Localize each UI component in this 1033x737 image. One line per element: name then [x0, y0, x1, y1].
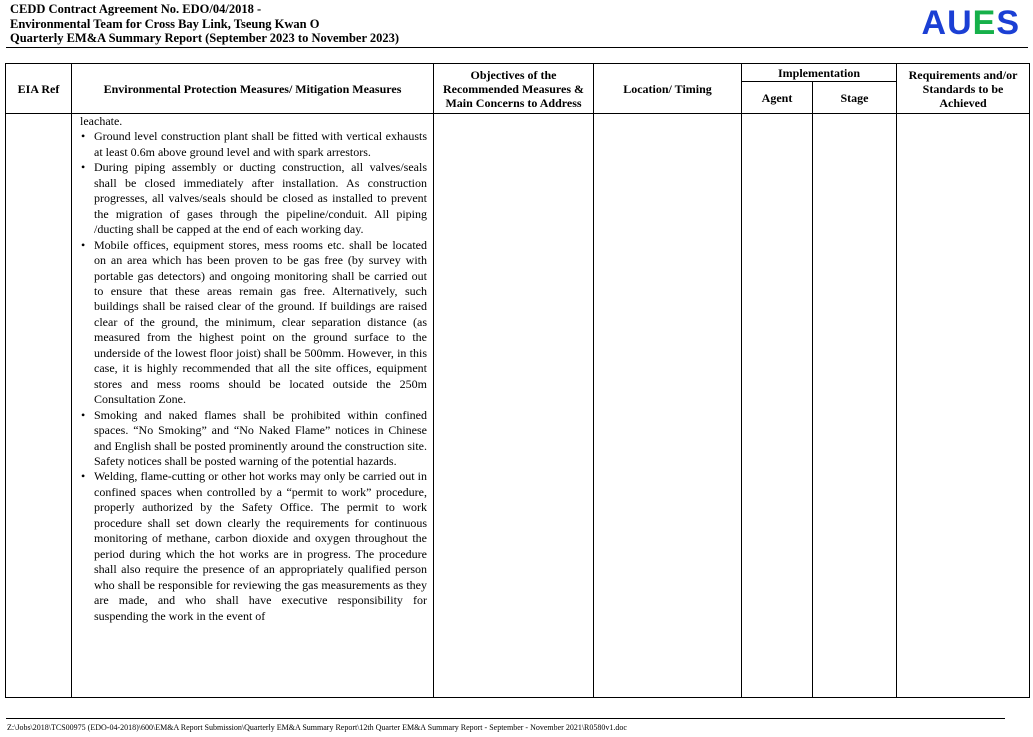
- header-title-block: [10, 2, 399, 46]
- mitigation-measures-table: [5, 63, 1030, 698]
- list-item: • Ground level construction plant shall be fitted with vertical exhausts at least 0.6m above ground level and with spark arrestors.: [94, 129, 427, 160]
- list-item: • Smoking and naked flames shall be prohibited within confined spaces. “No Smoking” and “No Naked Flame” notices in Chinese and English shall be posted prominently around the construction site. Safety notices shall be posted warning of the potential hazards.: [94, 408, 427, 470]
- logo-part-e: E: [972, 4, 997, 42]
- col-header-agent: Agent: [742, 82, 813, 114]
- agent-cell: [742, 114, 813, 698]
- objectives-cell: [434, 114, 594, 698]
- list-item: • Welding, flame-cutting or other hot works may only be carried out in confined spaces when controlled by a “permit to work” procedure, properly authorized by the Safety Office. The permit to work procedure shall set down clearly the requirements for continuous monitoring of methane, carbon dioxide and oxygen throughout the period during which the hot works are in progress. The procedure shall also require the presence of an appropriately qualified person who shall be responsible for reviewing the gas measurements as they are made, and who shall have executive responsibility for suspending the work in the event of: [94, 469, 427, 624]
- report-title-line: Quarterly EM&A Summary Report (September 2023 to November 2023): [10, 31, 400, 45]
- header-divider: [6, 47, 1028, 48]
- requirements-cell: [897, 114, 1030, 698]
- measures-bullet-list: [80, 129, 427, 624]
- list-item: • Mobile offices, equipment stores, mess rooms etc. shall be located on an area which has been proven to be gas free (by survey with portable gas detectors) and ongoing monitoring shall be carried out to ensure that these areas remain gas free. Alternatively, such buildings shall be raised clear of the ground. If buildings are raised clear of the ground, the minimum, clear separation distance (as measured from the highest point on the ground surface to the underside of the lowest floor joist) shall be 500mm. However, in this case, it is highly recommended that all the site offices, equipment stores and mess rooms should be located outside the 250m Consultation Zone.: [94, 238, 427, 408]
- table-row: [6, 114, 1030, 698]
- col-header-eia-ref: EIA Ref: [6, 64, 72, 114]
- aues-logo: [922, 4, 1020, 42]
- contract-line: CEDD Contract Agreement No. EDO/04/2018 -: [10, 2, 262, 16]
- document-file-path: Z:\Jobs\2018\TCS00975 (EDO-04-2018)\600\EM&A Report Submission\Quarterly EM&A Summary Report\12th Quarter EM&A Summary Report - September - November 2021\R0580v1.doc: [7, 723, 627, 732]
- logo-part-au: AU: [921, 4, 973, 42]
- measures-cell: [72, 114, 434, 698]
- eia-ref-cell: [6, 114, 72, 698]
- logo-part-s: S: [996, 4, 1020, 42]
- location-cell: [594, 114, 742, 698]
- col-header-implementation: Implementation: [742, 64, 897, 82]
- team-line: Environmental Team for Cross Bay Link, Tseung Kwan O: [10, 16, 320, 31]
- col-header-stage: Stage: [813, 82, 897, 114]
- report-header: [10, 2, 1020, 48]
- col-header-measures: Environmental Protection Measures/ Mitigation Measures: [72, 64, 434, 114]
- col-header-objectives: Objectives of the Recommended Measures & Main Concerns to Address: [434, 64, 594, 114]
- col-header-location-timing: Location/ Timing: [594, 64, 742, 114]
- lead-text: leachate.: [80, 114, 123, 128]
- list-item: • During piping assembly or ducting construction, all valves/seals shall be closed immediately after installation. As construction progresses, all valves/seals should be closed as installed to prevent the migration of gases through the pipeline/conduit. All piping /ducting shall be capped at the end of each working day.: [94, 160, 427, 237]
- col-header-requirements: Requirements and/or Standards to be Achieved: [897, 64, 1030, 114]
- stage-cell: [813, 114, 897, 698]
- footer-divider: [6, 718, 1005, 719]
